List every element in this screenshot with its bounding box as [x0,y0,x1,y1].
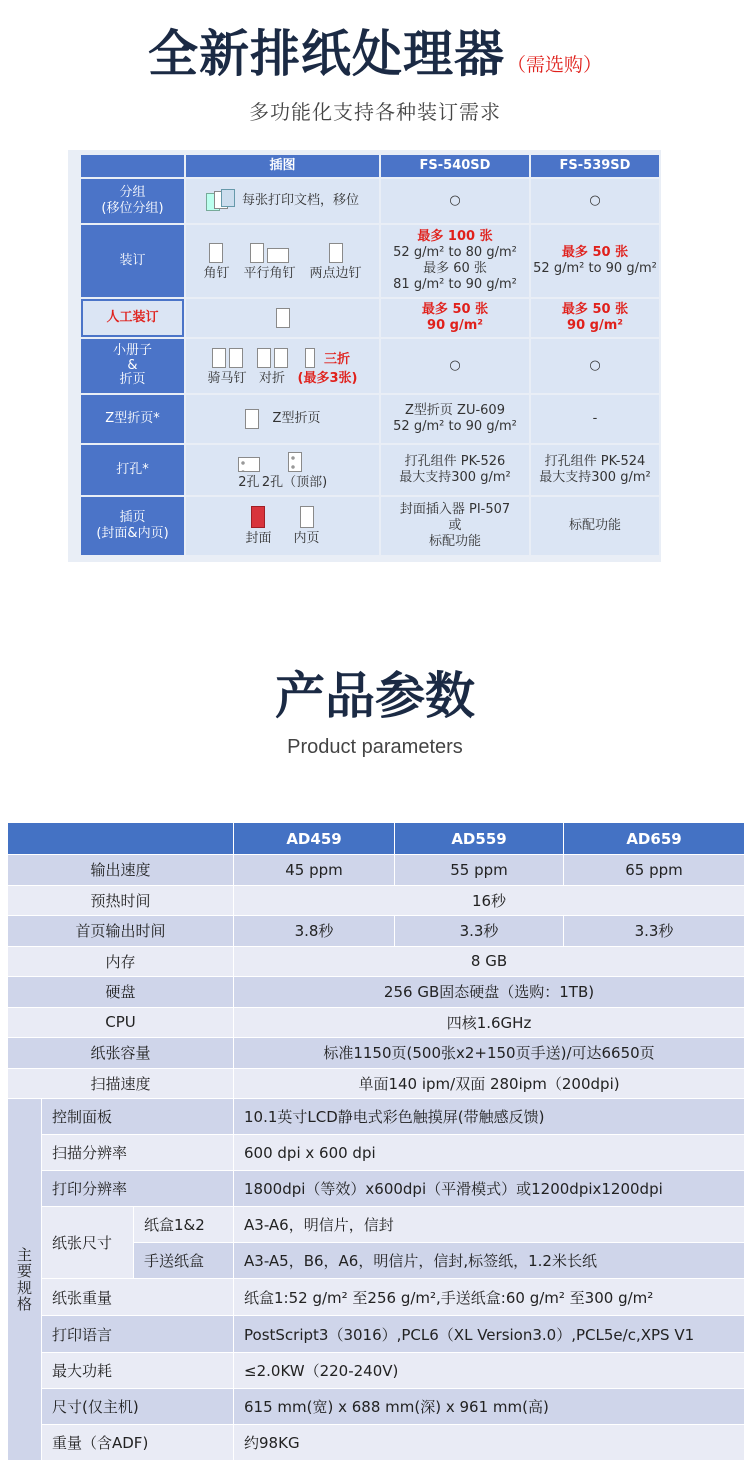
table-row: 打印分辨率 1800dpi（等效）x600dpi（平滑模式）或1200dpix1200dpi [8,1171,745,1207]
two-point-staple-pic: 两点边钉 [310,239,362,282]
hero-note: （需选购） [506,54,602,76]
table-row: 输出速度 45 ppm 55 ppm 65 ppm [8,855,745,886]
table-row: 内存 8 GB [8,946,745,977]
half-fold-pic: 对折 [257,344,288,387]
tri-fold-pic: 三折 (最多3张) [298,344,358,387]
table-row: 扫描速度 单面140 ipm/双面 280ipm（200dpi) [8,1068,745,1099]
fin-staple-illustration [186,225,379,297]
corner-staple-icon [209,243,223,263]
hero-title-block [0,14,750,86]
tri-fold-icon [305,348,315,368]
table-row: 打印语言 PostScript3（3016）,PCL6（XL Version3.0）,PCL5e/c,XPS V1 [8,1316,745,1353]
table-row: 尺寸(仅主机) 615 mm(宽) x 688 mm(深) x 961 mm(高) [8,1389,745,1425]
fin-zfold-illustration: Z型折页 [186,395,379,443]
fin-insert-illustration [186,497,379,555]
inner-insert-icon [300,506,314,528]
saddle-stitch-pic: 骑马钉 [208,344,247,387]
table-row: 主要规格 控制面板 10.1英寸LCD静电式彩色触摸屏(带触感反馈) [8,1099,745,1135]
fin-group-fs539: ○ [531,179,659,223]
parallel-staple-pic: 平行角钉 [243,239,295,282]
fin-label-insert: 插页 (封面&内页) [81,497,184,555]
params-subtitle: Product parameters [287,736,463,758]
params-header-ad559: AD559 [395,823,564,855]
fin-label-booklet: 小册子 & 折页 [81,339,184,393]
table-row: 首页输出时间 3.8秒 3.3秒 3.3秒 [8,916,745,947]
fin-group-illustration [186,179,379,223]
fin-booklet-fs539: ○ [531,339,659,393]
cover-insert-pic: 封面 [245,504,271,547]
fin-manual-illustration [186,299,379,337]
fin-punch-fs539: 打孔组件 PK-524 最大支持300 g/m² [531,445,659,495]
corner-staple-pic: 角钉 [203,239,229,282]
fin-punch-illustration [186,445,379,495]
fin-group-desc: 每张打印文档，移位 [241,192,359,208]
manual-staple-icon [276,308,290,328]
fin-staple-fs539: 最多 50 张 52 g/m² to 90 g/m² [531,225,659,297]
params-table [7,822,745,1461]
inner-insert-pic: 内页 [294,504,320,547]
table-row: 预热时间 16秒 [8,885,745,916]
table-row: 重量（含ADF) 约98KG [8,1425,745,1461]
fin-zfold-fs540: Z型折页 ZU-609 52 g/m² to 90 g/m² [381,395,529,443]
fin-insert-fs540: 封面插入器 PI-507 或 标配功能 [381,497,529,555]
fin-label-manual-staple: 人工装订 [81,299,184,337]
fin-booklet-illustration [186,339,379,393]
punch-2hole-pic: 2孔 [238,448,260,491]
two-point-staple-icon [329,243,343,263]
fin-manual-fs540: 最多 50 张 90 g/m² [381,299,529,337]
hero-subtitle: 多功能化支持各种装订需求 [249,100,501,124]
punch-2hole-top-pic: 2孔（顶部) [262,448,327,491]
punch-2hole-icon [238,457,260,472]
half-fold-icon [257,348,271,368]
fin-group-fs540: ○ [381,179,529,223]
table-row: CPU 四核1.6GHz [8,1007,745,1038]
params-header-ad459: AD459 [234,823,395,855]
punch-2hole-top-icon [288,452,302,472]
fin-booklet-fs540: ○ [381,339,529,393]
hero-title: 全新排纸处理器 [147,25,505,83]
table-row: 纸张重量 纸盒1:52 g/m² 至256 g/m²,手送纸盒:60 g/m² 至300 g/m² [8,1279,745,1316]
fin-punch-fs540: 打孔组件 PK-526 最大支持300 g/m² [381,445,529,495]
fin-label-zfold: Z型折页* [81,395,184,443]
fin-zfold-fs539: - [531,395,659,443]
fin-manual-fs539: 最多 50 张 90 g/m² [531,299,659,337]
cover-insert-icon [251,506,265,528]
fin-staple-fs540: 最多 100 张 52 g/m² to 80 g/m² 最多 60 张 81 g/m² to 90 g/m² [381,225,529,297]
parallel-staple-icon [250,243,264,263]
table-row: 纸张容量 标准1150页(500张x2+150页手送)/可达6650页 [8,1038,745,1069]
finisher-table [79,153,661,557]
fin-header-fs539: FS-539SD [531,155,659,177]
table-row: 手送纸盒 A3-A5，B6，A6，明信片，信封,标签纸，1.2米长纸 [8,1243,745,1279]
parallel-staple-wide-icon [267,248,289,263]
fin-label-staple: 装订 [81,225,184,297]
table-row: 最大功耗 ≤2.0KW（220-240V) [8,1353,745,1389]
z-fold-icon [245,409,259,429]
saddle-stitch-icon [212,348,226,368]
fin-label-group: 分组 (移位分组) [81,179,184,223]
params-title: 产品参数 [275,667,475,725]
fin-insert-fs539: 标配功能 [531,497,659,555]
params-header-ad659: AD659 [564,823,745,855]
fin-header-illustration: 插图 [186,155,379,177]
fin-header-blank [81,155,184,177]
table-row: 扫描分辨率 600 dpi x 600 dpi [8,1135,745,1171]
fin-header-fs540: FS-540SD [381,155,529,177]
table-row: 硬盘 256 GB固态硬盘（选购：1TB) [8,977,745,1008]
params-header-row [8,823,745,855]
finisher-table-panel [68,150,661,562]
table-row: 纸张尺寸 纸盒1&2 A3-A6，明信片，信封 [8,1207,745,1243]
offset-stack-icon [206,189,236,213]
params-header-blank [8,823,234,855]
spec-group-label: 主要规格 [8,1099,42,1461]
fin-label-punch: 打孔* [81,445,184,495]
